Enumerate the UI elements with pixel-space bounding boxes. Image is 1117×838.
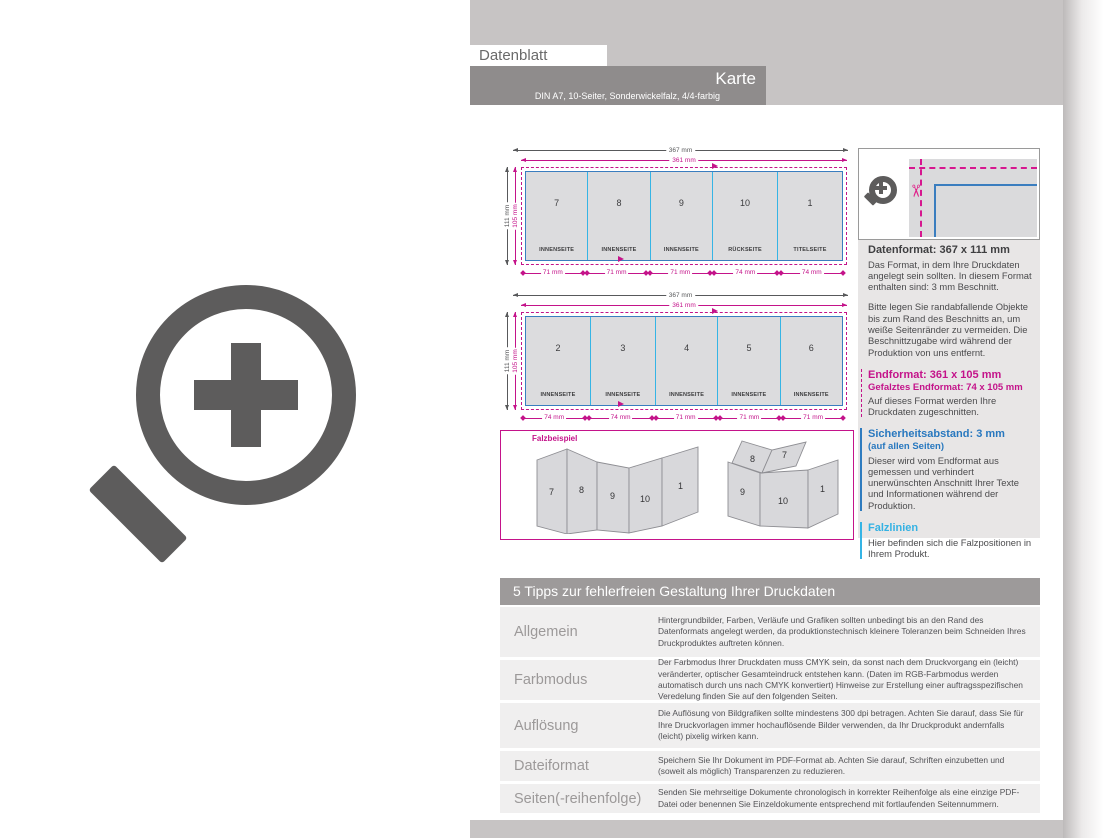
tips-table [500, 607, 1040, 813]
bleed-line [909, 167, 1037, 169]
plus-icon [231, 343, 261, 447]
svg-text:1: 1 [820, 484, 826, 494]
svg-text:7: 7 [782, 450, 788, 460]
svg-text:10: 10 [640, 494, 651, 504]
fold-arrow-icon [712, 163, 718, 169]
datenformat-text: Das Format, in dem Ihre Druckdaten angelegt sein sollten. In diesem Format enthalten sind: 3 mm Beschnitt. [868, 258, 1032, 293]
sicherheitsabstand-text: Dieser wird vom Endformat aus gemessen und verhindert unerwünschten Anschnitt Ihrer Texte und Informationen während der Produktion. [868, 454, 1019, 511]
fold-example-folded [720, 440, 845, 532]
page-background-bottom [470, 820, 1063, 838]
tip-label: Auflösung [514, 717, 579, 734]
sheet-panel: 10 RÜCKSEITE [713, 172, 778, 260]
info-panel [858, 148, 1040, 559]
tip-label: Farbmodus [514, 672, 588, 688]
table-row [500, 607, 1040, 657]
sheet-panel: 8 INNENSEITE [588, 172, 650, 260]
diagram1-height-inner-dim: 105 mm [511, 167, 520, 265]
sheet-panel: 3 INNENSEITE [591, 317, 656, 405]
endformat-heading: Endformat: 361 x 105 mm [868, 368, 1002, 381]
table-row [500, 657, 1040, 702]
tip-label: Dateiformat [514, 758, 589, 774]
tip-text: Speichern Sie Ihr Dokument im PDF-Format ab. Achten Sie darauf, Schriften einzubetten und (soweit als möglich) Transparenzen zu reduzieren. [658, 754, 1005, 776]
tip-text: Die Auflösung von Bildgrafiken sollte mindestens 300 dpi betragen. Achten Sie darauf, dass Sie für Ihre Druckvorlagen immer hochauflösende Bilder verwenden, da Ihr Druckprodukt andernfalls (leicht) pixelig wirken kann. [658, 708, 1024, 742]
svg-text:9: 9 [740, 487, 746, 497]
corner-detail-box [858, 148, 1040, 240]
corner-detail-sheet [906, 159, 1037, 237]
diagram1-width-inner-dim: 361 mm [521, 156, 847, 165]
fold-arrow-icon [618, 256, 624, 262]
svg-text:1: 1 [678, 481, 684, 491]
title-bar [470, 66, 766, 105]
product-title: Karte [715, 69, 756, 88]
sicherheitsabstand-subheading: (auf allen Seiten) [868, 441, 945, 453]
small-zoom-icon [879, 182, 883, 194]
safety-line [934, 184, 936, 237]
diagram1-width-outer-dim: 367 mm [513, 146, 848, 155]
svg-text:8: 8 [579, 485, 585, 495]
safety-line [934, 184, 1037, 186]
diagram2-format-box [525, 316, 843, 406]
falzlinien-text: Hier befinden sich die Falzpositionen in Ihrem Produkt. [868, 536, 1032, 559]
sheet-panel: 2 INNENSEITE [526, 317, 591, 405]
table-row [500, 703, 1040, 748]
magnifier-handle [89, 465, 188, 564]
table-row [500, 784, 1040, 813]
svg-text:7: 7 [549, 487, 555, 497]
fold-example-unfolded [534, 446, 704, 534]
fold-arrow-icon [712, 308, 718, 314]
scissors-icon: ✂ [906, 183, 926, 199]
tip-text: Der Farbmodus Ihrer Druckdaten muss CMYK sein, da sonst nach dem Druckvorgang ein (leicht) veränderter, optischer Gesamteindruck entstehen kann. (Daten im RGB-Farbmodus werden automatisch durch uns nach CMYK konvertiert) Hinweise zur Erstellung einer auftragsspezifischen Veredelung finden Sie auf den folgenden Seiten. [658, 657, 1023, 702]
page-shadow-edge [1063, 0, 1117, 838]
diagram2-width-inner-dim: 361 mm [521, 301, 847, 310]
section-sicherheitsabstand [860, 428, 1032, 510]
falzlinien-heading: Falzlinien [868, 521, 919, 534]
diagram1-format-box [525, 171, 843, 261]
diagram2-height-outer-dim: 111 mm [503, 312, 512, 410]
fold-example-title: Falzbeispiel [532, 434, 578, 443]
sheet-panel: 9 INNENSEITE [651, 172, 713, 260]
table-row [500, 751, 1040, 781]
svg-text:9: 9 [610, 491, 616, 501]
tip-text: Senden Sie mehrseitige Dokumente chronologisch in korrekter Reihenfolge als eine einzige PDF-Datei oder benennen Sie Einzeldokumente entsprechend mit fortlaufenden Seitennummern. [658, 787, 1020, 809]
svg-text:10: 10 [778, 496, 789, 506]
diagram2-width-outer-dim: 367 mm [513, 291, 848, 300]
sheet-panel: 6 INNENSEITE [793, 343, 829, 398]
tip-label: Allgemein [514, 624, 578, 640]
diagram1-panel-widths: 71 mm 71 mm 71 mm 74 mm 74 mm [521, 268, 845, 278]
zoom-plus-icon[interactable] [0, 0, 470, 838]
sicherheitsabstand-heading: Sicherheitsabstand: 3 mm [868, 428, 1005, 441]
diagram2-panel-widths: 74 mm 74 mm 71 mm 71 mm 71 mm [521, 413, 845, 423]
diagram1-height-outer-dim: 111 mm [503, 167, 512, 265]
product-subtitle: DIN A7, 10-Seiter, Sonderwickelfalz, 4/4-farbig [534, 91, 720, 101]
small-zoom-icon [869, 176, 897, 204]
section-endformat [861, 369, 1032, 418]
svg-text:8: 8 [750, 454, 756, 464]
diagram2-height-inner-dim: 105 mm [511, 312, 520, 410]
info-sections [868, 244, 1032, 570]
datenformat-heading: Datenformat: 367 x 111 mm [868, 244, 1010, 256]
section-falzlinien [860, 522, 1032, 559]
tips-header: 5 Tipps zur fehlerfreien Gestaltung Ihrer Druckdaten [500, 578, 1040, 605]
sheet-panel: 4 INNENSEITE [656, 317, 718, 405]
tip-label: Seiten(-reihenfolge) [514, 790, 642, 807]
datasheet-tab: Datenblatt [465, 45, 607, 66]
endformat-subheading: Gefalztes Endformat: 74 x 105 mm [868, 381, 1023, 393]
tip-text: Hintergrundbilder, Farben, Verläufe und Grafiken sollten unbedingt bis an den Rand des Datenformats angelegt werden, da produktionstechnisch kleinere Toleranzen beim Schneiden Ihres Druckproduktes auftreten können. [658, 614, 1026, 648]
datenformat-text: Bitte legen Sie randabfallende Objekte bis zum Rand des Beschnitts an, um weiße Seitenränder zu vermeiden. Die Beschnittzugabe wird während der Produktion von uns entfernt. [868, 301, 1029, 358]
fold-arrow-icon [618, 401, 624, 407]
sheet-panel: 7 INNENSEITE [526, 172, 588, 260]
sheet-panel: 5 INNENSEITE [718, 317, 780, 405]
section-datenformat [868, 244, 1032, 358]
sheet-panel: 1 TITELSEITE [793, 198, 827, 253]
endformat-text: Auf dieses Format werden Ihre Druckdaten zugeschnitten. [868, 394, 997, 418]
